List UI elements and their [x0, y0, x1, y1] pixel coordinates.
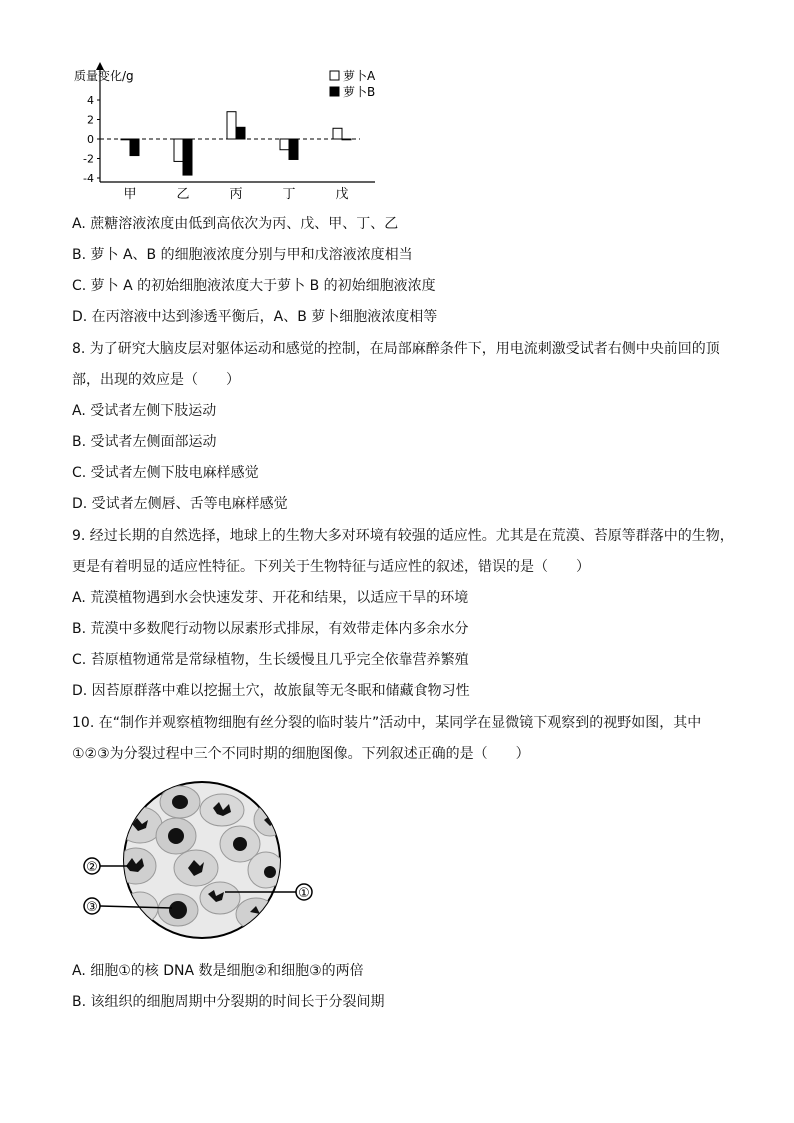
x-category-label: 丙 [229, 187, 243, 202]
q7-option-d: D. 在丙溶液中达到渗透平衡后，A、B 萝卜细胞液浓度相等 [72, 309, 438, 325]
bar-a-丁 [280, 139, 289, 150]
q7-option-c: C. 萝卜 A 的初始细胞液浓度大于萝卜 B 的初始细胞液浓度 [72, 278, 436, 294]
bar-b-丁 [289, 139, 298, 159]
q9-stem-line2: 更是有着明显的适应性特征。下列关于生物特征与适应性的叙述，错误的是（ ） [72, 559, 590, 575]
q7-option-b: B. 萝卜 A、B 的细胞液浓度分别与甲和戊溶液浓度相当 [72, 247, 413, 263]
q7-option-a: A. 蔗糖溶液浓度由低到高依次为丙、戊、甲、丁、乙 [72, 216, 399, 232]
figure-label-3: ③ [86, 900, 98, 915]
q8-option-d: D. 受试者左侧唇、舌等电麻样感觉 [72, 496, 288, 512]
y-axis-label: 质量变化/g [74, 69, 134, 83]
q8-option-b: B. 受试者左侧面部运动 [72, 434, 217, 450]
q9-option-c: C. 苔原植物通常是常绿植物，生长缓慢且几乎完全依靠营养繁殖 [72, 652, 469, 668]
y-tick-label: 4 [87, 94, 94, 107]
figure-label-1: ① [298, 886, 310, 901]
q9-option-a: A. 荒漠植物遇到水会快速发芽、开花和结果，以适应干旱的环境 [72, 590, 469, 606]
q10-option-a: A. 细胞①的核 DNA 数是细胞②和细胞③的两倍 [72, 963, 364, 979]
q9-stem-line1: 9. 经过长期的自然选择，地球上的生物大多对环境有较强的适应性。尤其是在荒漠、苔原等群落中的生物， [72, 528, 734, 544]
q10-option-b: B. 该组织的细胞周期中分裂期的时间长于分裂间期 [72, 994, 385, 1010]
mass-change-bar-chart [60, 58, 400, 208]
y-tick-label: 0 [87, 133, 94, 146]
bar-a-丙 [227, 112, 236, 139]
x-category-label: 戊 [335, 187, 349, 202]
bar-b-戊 [342, 139, 351, 140]
q8-stem-line2: 部，出现的效应是（ ） [72, 372, 240, 388]
y-tick-label: -4 [83, 172, 94, 185]
q8-stem-line1: 8. 为了研究大脑皮层对躯体运动和感觉的控制，在局部麻醉条件下，用电流刺激受试者右侧中央前回的顶 [72, 341, 720, 357]
x-category-label: 甲 [123, 187, 137, 202]
bar-b-甲 [130, 139, 139, 156]
bar-a-乙 [174, 139, 183, 161]
legend-swatch-b [330, 87, 339, 96]
bar-b-乙 [183, 139, 192, 175]
x-category-label: 乙 [176, 187, 190, 202]
q8-option-a: A. 受试者左侧下肢运动 [72, 403, 217, 419]
q9-option-b: B. 荒漠中多数爬行动物以尿素形式排尿，有效带走体内多余水分 [72, 621, 469, 637]
bar-a-甲 [121, 139, 130, 140]
y-tick-label: -2 [83, 152, 94, 166]
q9-option-d: D. 因苔原群落中难以挖掘土穴，故旅鼠等无冬眠和储藏食物习性 [72, 683, 470, 699]
q8-option-c: C. 受试者左侧下肢电麻样感觉 [72, 465, 259, 481]
legend-label-a: 萝卜A [343, 69, 376, 83]
bar-a-戊 [333, 128, 342, 139]
legend-swatch-a [330, 71, 339, 80]
bar-b-丙 [236, 127, 245, 139]
q10-stem-line1: 10. 在“制作并观察植物细胞有丝分裂的临时装片”活动中，某同学在显微镜下观察到的视野如图，其中 [72, 715, 702, 731]
q10-stem-line2: ①②③为分裂过程中三个不同时期的细胞图像。下列叙述正确的是（ ） [72, 746, 530, 762]
y-tick-label: 2 [87, 113, 94, 127]
x-category-label: 丁 [282, 187, 296, 202]
microscope-cell-figure [80, 780, 320, 940]
legend-label-b: 萝卜B [343, 85, 376, 99]
figure-label-2: ② [86, 860, 98, 875]
